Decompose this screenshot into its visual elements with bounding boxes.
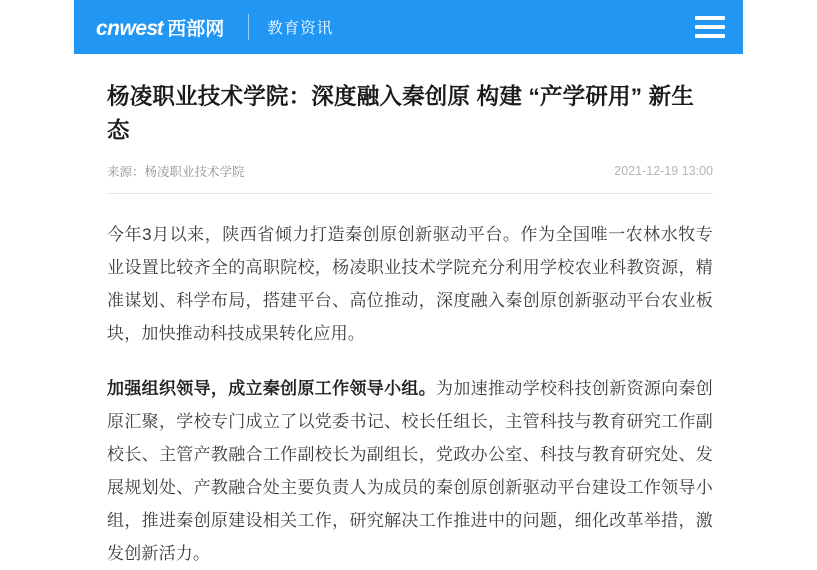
article-date: 2021-12-19 13:00 [614, 164, 713, 178]
article-container [74, 54, 743, 570]
meta-divider [107, 193, 713, 194]
logo-english: cnwes [96, 16, 158, 40]
paragraph-text: 为加速推动学校科技创新资源向秦创原汇聚，学校专门成立了以党委书记、校长任组长，主管科技与教育研究工作副校长、主管产教融合工作副校长为副组长，党政办公室、科技与教育研究处、发展规划处、产教融合处主要负责人为成员的秦创原创新驱动平台建设工作领导小组，推进秦创原建设相关工作，研究解决工作推进中的问题，细化改革举措，激发创新活力。 [107, 379, 713, 563]
channel-label[interactable]: 教育资讯 [267, 20, 334, 37]
site-header [74, 0, 743, 54]
header-divider [248, 14, 249, 40]
logo-text [96, 14, 224, 41]
site-logo[interactable] [96, 0, 224, 54]
article-body [74, 218, 743, 570]
hamburger-menu-icon[interactable] [695, 16, 725, 38]
paragraph-lead: 加强组织领导，成立秦创原工作领导小组。 [107, 379, 437, 398]
article-meta [74, 148, 743, 180]
logo-chinese: 西部网 [167, 18, 225, 40]
logo-english-tail: t [156, 16, 165, 40]
article-paragraph [107, 372, 713, 570]
article-paragraph [107, 218, 713, 350]
page-title: 杨凌职业技术学院：深度融入秦创原 构建 “产学研用” 新生态 [107, 84, 695, 143]
paragraph-text: 今年3月以来，陕西省倾力打造秦创原创新驱动平台。作为全国唯一农林水牧专业设置比较齐全的高职院校，杨凌职业技术学院充分利用学校农业科教资源，精准谋划、科学布局，搭建平台、高位推动，深度融入秦创原创新驱动平台农业板块，加快推动科技成果转化应用。 [107, 225, 713, 343]
article-source: 来源：杨凌职业技术学院 [107, 165, 245, 179]
